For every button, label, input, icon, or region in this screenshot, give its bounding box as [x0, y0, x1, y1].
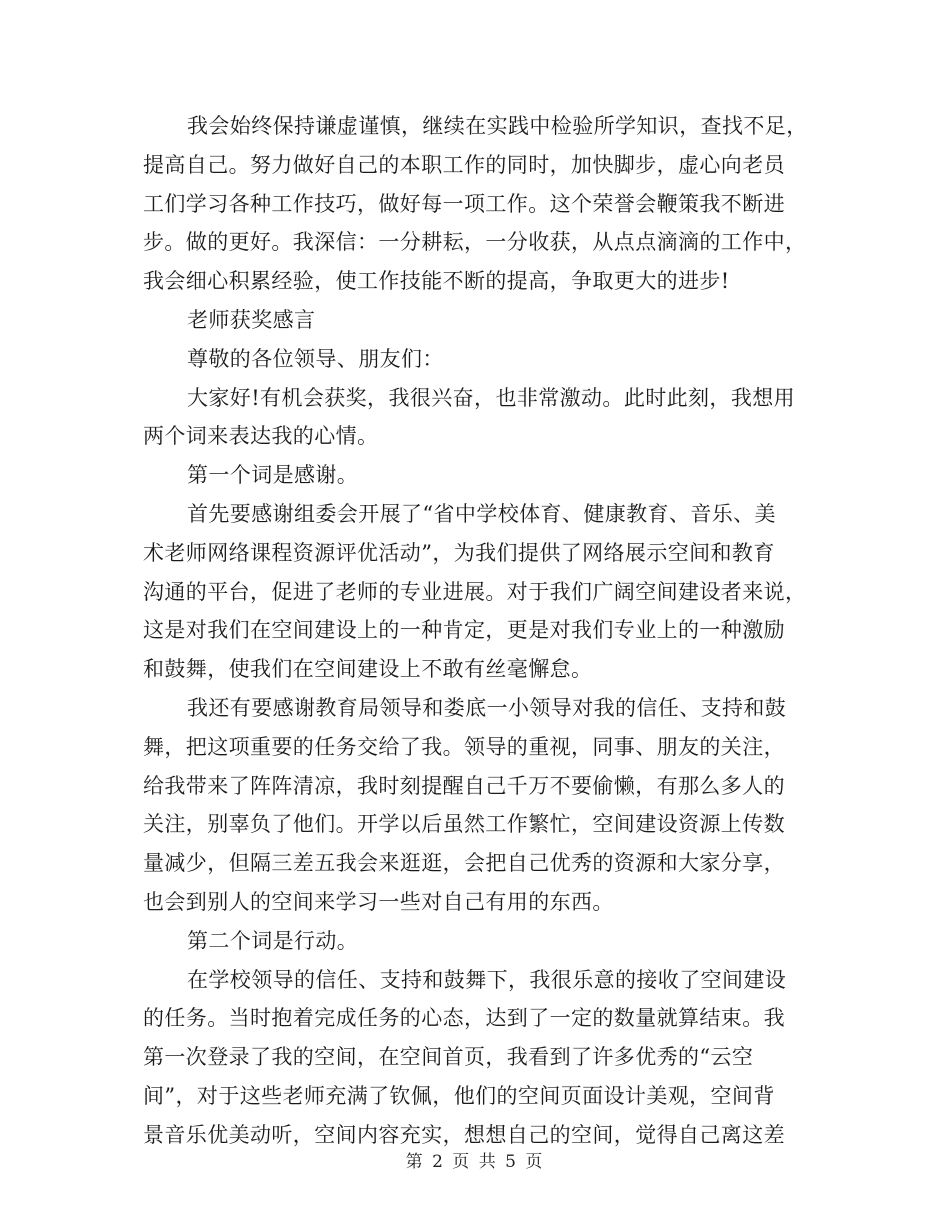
text-line: 和鼓舞，使我们在空间建设上不敢有丝毫懈怠。: [143, 657, 593, 682]
text-line: 给我带来了阵阵清凉，我时刻提醒自己千万不要偷懒，有那么多人的: [143, 773, 785, 798]
text-line: 我会始终保持谦虚谨慎，继续在实践中检验所学知识，查找不足，: [187, 114, 808, 138]
text-line: 也会到别人的空间来学习一些对自己有用的东西。: [143, 889, 614, 914]
text-line: 首先要感谢组委会开展了“省中学校体育、健康教育、音乐、美: [187, 501, 776, 526]
text-line: 第一个词是感谢。: [187, 463, 359, 488]
text-line: 量减少，但隔三差五我会来逛逛，会把自己优秀的资源和大家分享，: [143, 851, 785, 876]
text-line: 尊敬的各位领导、朋友们：: [187, 346, 444, 371]
text-line: 沟通的平台，促进了老师的专业进展。对于我们广阔空间建设者来说，: [143, 579, 807, 604]
text-line: 两个词来表达我的心情。: [143, 424, 379, 449]
text-line: 术老师网络课程资源评优活动”，为我们提供了网络展示空间和教育: [143, 540, 775, 565]
text-line: 在学校领导的信任、支持和鼓舞下，我很乐意的接收了空间建设: [187, 967, 787, 992]
text-line: 舞，把这项重要的任务交给了我。领导的重视，同事、朋友的关注，: [143, 734, 785, 759]
text-line: 景音乐优美动听，空间内容充实，想想自己的空间，觉得自己离这差: [143, 1122, 785, 1147]
text-line: 这是对我们在空间建设上的一种肯定，更是对我们专业上的一种激励: [143, 618, 785, 643]
text-line: 我会细心积累经验，使工作技能不断的提高，争取更大的进步!: [143, 269, 730, 294]
text-line: 的任务。当时抱着完成任务的心态，达到了一定的数量就算结束。我: [143, 1006, 785, 1031]
text-line: 大家好!有机会获奖，我很兴奋，也非常激动。此时此刻，我想用: [187, 385, 796, 410]
page-number-footer: 第 2 页 共 5 页: [405, 1152, 545, 1172]
text-line: 提高自己。努力做好自己的本职工作的同时，加快脚步，虚心向老员: [143, 152, 785, 177]
text-line: 老师获奖感言: [187, 307, 316, 332]
text-line: 我还有要感谢教育局领导和娄底一小领导对我的信任、支持和鼓: [187, 695, 787, 720]
text-line: 工们学习各种工作技巧，做好每一项工作。这个荣誉会鞭策我不断进: [143, 191, 785, 216]
text-line: 第一次登录了我的空间，在空间首页，我看到了许多优秀的“云空: [143, 1045, 754, 1070]
document-body: [143, 107, 808, 1155]
text-line: 步。做的更好。我深信：一分耕耘，一分收获，从点点滴滴的工作中，: [143, 230, 807, 255]
text-line: 关注，别辜负了他们。开学以后虽然工作繁忙，空间建设资源上传数: [143, 812, 785, 837]
text-line: 第二个词是行动。: [187, 928, 359, 953]
text-line: 间”，对于这些老师充满了钦佩，他们的空间页面设计美观，空间背: [143, 1083, 775, 1108]
